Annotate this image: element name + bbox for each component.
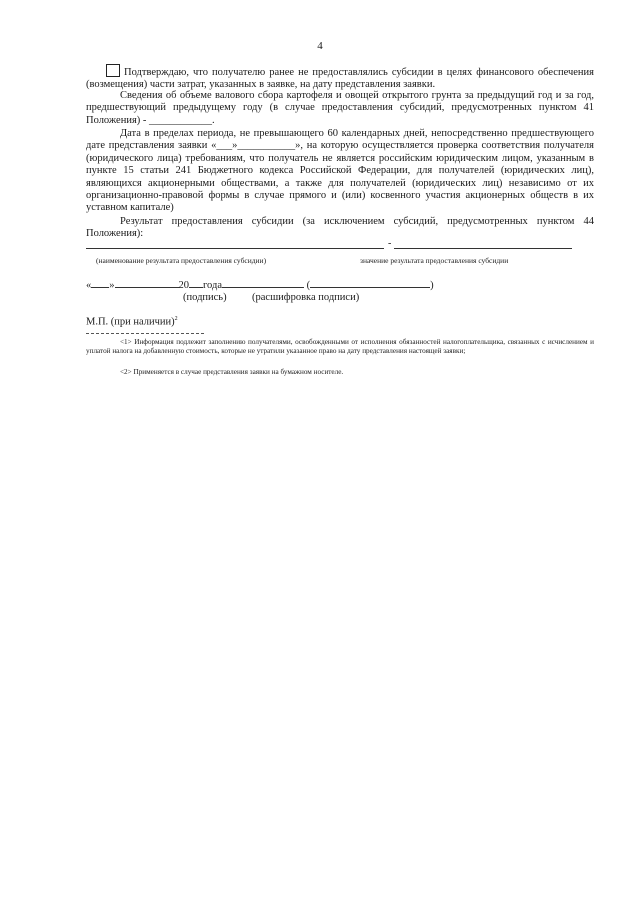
confirm-text: Подтверждаю, что получателю ранее не предоставлялись субсидии в целях финансового обеспечения (возмещения) части затрат, указанных в заявке, на дату представления заявки.	[86, 67, 594, 91]
month-field[interactable]	[115, 278, 179, 288]
quote-close: »	[109, 280, 115, 291]
day-field[interactable]	[91, 278, 109, 288]
confirm-checkbox[interactable]	[106, 64, 120, 77]
caption-signature: (подпись)	[183, 292, 227, 303]
footnote-1: <1> Информация подлежит заполнению получателями, освобожденными от исполнения обязанностей налогоплательщика, связанных с исчислением и уплатой налога на добавленную стоимость, которые не утратили указанное право на дату представления настоящей заявки;	[86, 338, 594, 355]
paren-close: )	[430, 280, 434, 291]
stamp-label	[86, 316, 178, 328]
caption-result-name: (наименование результата предоставления субсидии)	[96, 256, 267, 265]
quote-open: «	[86, 280, 92, 291]
signature-field[interactable]	[222, 278, 304, 288]
footnote-2: <2> Применяется в случае представления заявки на бумажном носителе.	[120, 368, 344, 376]
result-paragraph: Результат предоставления субсидии (за исключением субсидий, предусмотренных пунктом 44 Положения):	[86, 216, 594, 240]
stamp-text: М.П. (при наличии)	[86, 316, 175, 328]
caption-result-value: значение результата предоставления субсидии	[360, 256, 509, 265]
result-name-field[interactable]	[86, 248, 384, 249]
gross-harvest-paragraph: Сведения об объеме валового сбора картофеля и овощей открытого грунта за предыдущий год и за год, предшествующий предыдущему году (в случае предоставления субсидий, предусмотренных пунктом 41 Положения) - ____________.	[86, 90, 594, 126]
year-word: года	[203, 280, 222, 291]
result-separator: -	[388, 238, 392, 249]
page-number: 4	[317, 40, 323, 52]
paren-open: (	[306, 280, 311, 291]
date-period-paragraph: Дата в пределах периода, не превышающего 60 календарных дней, непосредственно предшествующего дате представления заявки «___»___________», на которую осуществляется проверка соответствия получателя (юридического лица) требованиям, что получатель не является российским юридическим лицом, указанным в пункте 15 статьи 241 Бюджетного кодекса Российской Федерации, для получателей (юридических лиц), являющихся акционерными обществами, а также для получателей (юридических лиц) независимо от их организационно-правовой формы в случае прямого и (или) косвенного участия акционерных обществ в их уставном капитале)	[86, 128, 594, 214]
stamp-footnote-mark: 2	[174, 316, 178, 322]
signature-line	[86, 278, 434, 291]
year-prefix: 20	[178, 280, 189, 291]
caption-decryption: (расшифровка подписи)	[252, 292, 360, 303]
result-value-field[interactable]	[394, 248, 572, 249]
decryption-field[interactable]	[310, 278, 430, 288]
year-field[interactable]	[189, 278, 203, 288]
footnote-divider	[86, 333, 204, 334]
confirm-paragraph	[86, 64, 594, 92]
